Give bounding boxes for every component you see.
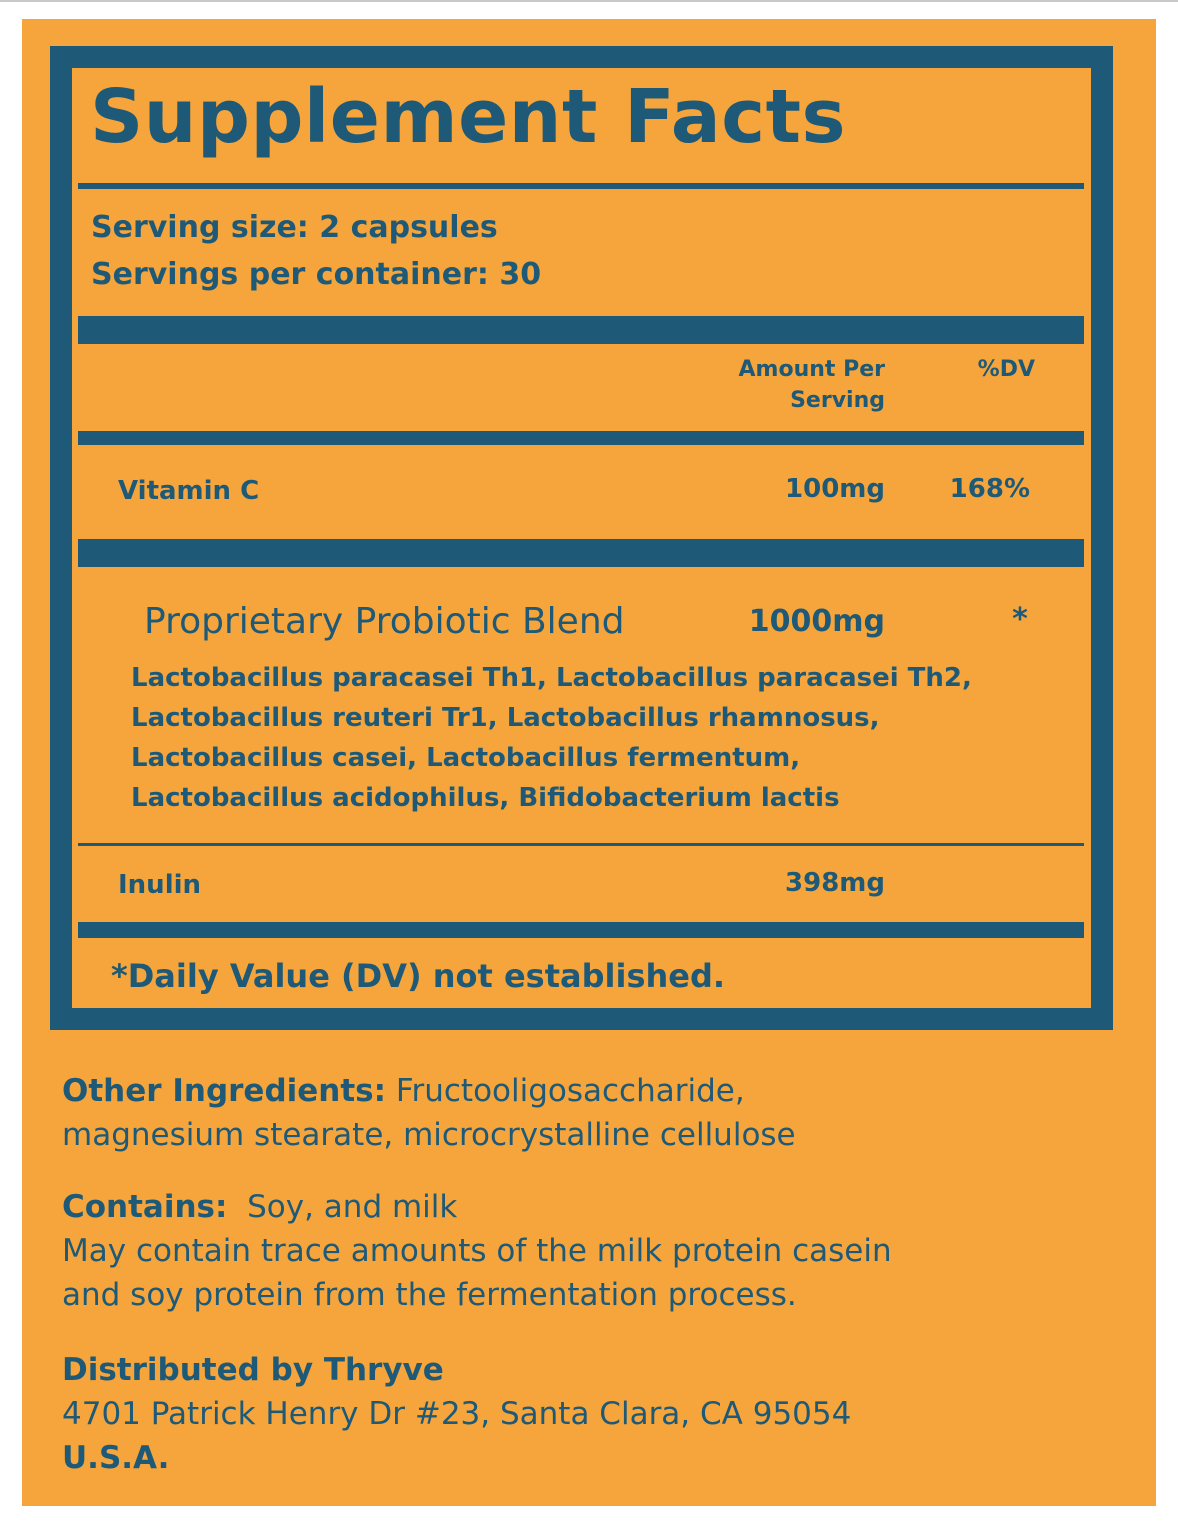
distributor-address-line-1: 4701 Patrick Henry Dr #23, Santa Clara, CA 95054 <box>62 1396 852 1432</box>
header-divider <box>78 431 1084 445</box>
top-divider <box>0 0 1178 2</box>
contains-value: Soy, and milk <box>227 1189 458 1225</box>
strain-line-4: Lactobacillus acidophilus, Bifidobacterium lactis <box>131 783 840 813</box>
probiotic-strain-list <box>131 658 1071 818</box>
other-ingredients-value-1: Fructooligosaccharide, <box>386 1073 745 1109</box>
probiotic-blend-dv: * <box>1012 602 1028 637</box>
vitamin-c-amount: 100mg <box>785 474 885 504</box>
probiotic-blend-name: Proprietary Probiotic Blend <box>144 601 625 642</box>
inulin-divider <box>78 922 1084 938</box>
strain-line-3: Lactobacillus casei, Lactobacillus fermentum, <box>131 743 801 773</box>
strain-line-1: Lactobacillus paracasei Th1, Lactobacillus paracasei Th2, <box>131 663 972 693</box>
contains-line-3: and soy protein from the fermentation process. <box>62 1277 797 1313</box>
servings-per-container: Servings per container: 30 <box>91 257 542 292</box>
contains-line-1 <box>62 1185 1102 1229</box>
contains-line-2: May contain trace amounts of the milk protein casein <box>62 1233 892 1269</box>
contains-section <box>62 1185 1102 1317</box>
vitamin-divider <box>78 539 1084 567</box>
distributor-section <box>62 1348 1102 1480</box>
dv-header: %DV <box>977 357 1035 382</box>
dv-footnote: *Daily Value (DV) not established. <box>111 957 726 995</box>
amount-header-line-2: Serving <box>790 388 885 413</box>
serving-divider <box>78 316 1084 344</box>
amount-per-serving-header <box>685 354 885 416</box>
blend-divider <box>78 843 1084 846</box>
serving-size: Serving size: 2 capsules <box>91 210 498 245</box>
inulin-amount: 398mg <box>785 868 885 898</box>
strain-line-2: Lactobacillus reuteri Tr1, Lactobacillus rhamnosus, <box>131 703 880 733</box>
title-divider <box>78 183 1084 189</box>
supplement-facts-inner <box>72 68 1091 1008</box>
vitamin-c-name: Vitamin C <box>118 476 260 506</box>
distributor-label: Distributed by Thryve <box>62 1352 444 1388</box>
other-ingredients-line-2: magnesium stearate, microcrystalline cellulose <box>62 1117 796 1153</box>
amount-header-line-1: Amount Per <box>738 357 885 382</box>
other-ingredients <box>62 1069 1102 1157</box>
other-ingredients-label: Other Ingredients: <box>62 1073 387 1109</box>
supplement-facts-title: Supplement Facts <box>90 74 847 160</box>
inulin-name: Inulin <box>118 870 202 900</box>
vitamin-c-dv: 168% <box>949 474 1030 504</box>
probiotic-blend-amount: 1000mg <box>748 604 885 639</box>
other-ingredients-line-1 <box>62 1069 1102 1113</box>
distributor-address-line-2: U.S.A. <box>62 1440 170 1476</box>
contains-label: Contains: <box>62 1189 228 1225</box>
